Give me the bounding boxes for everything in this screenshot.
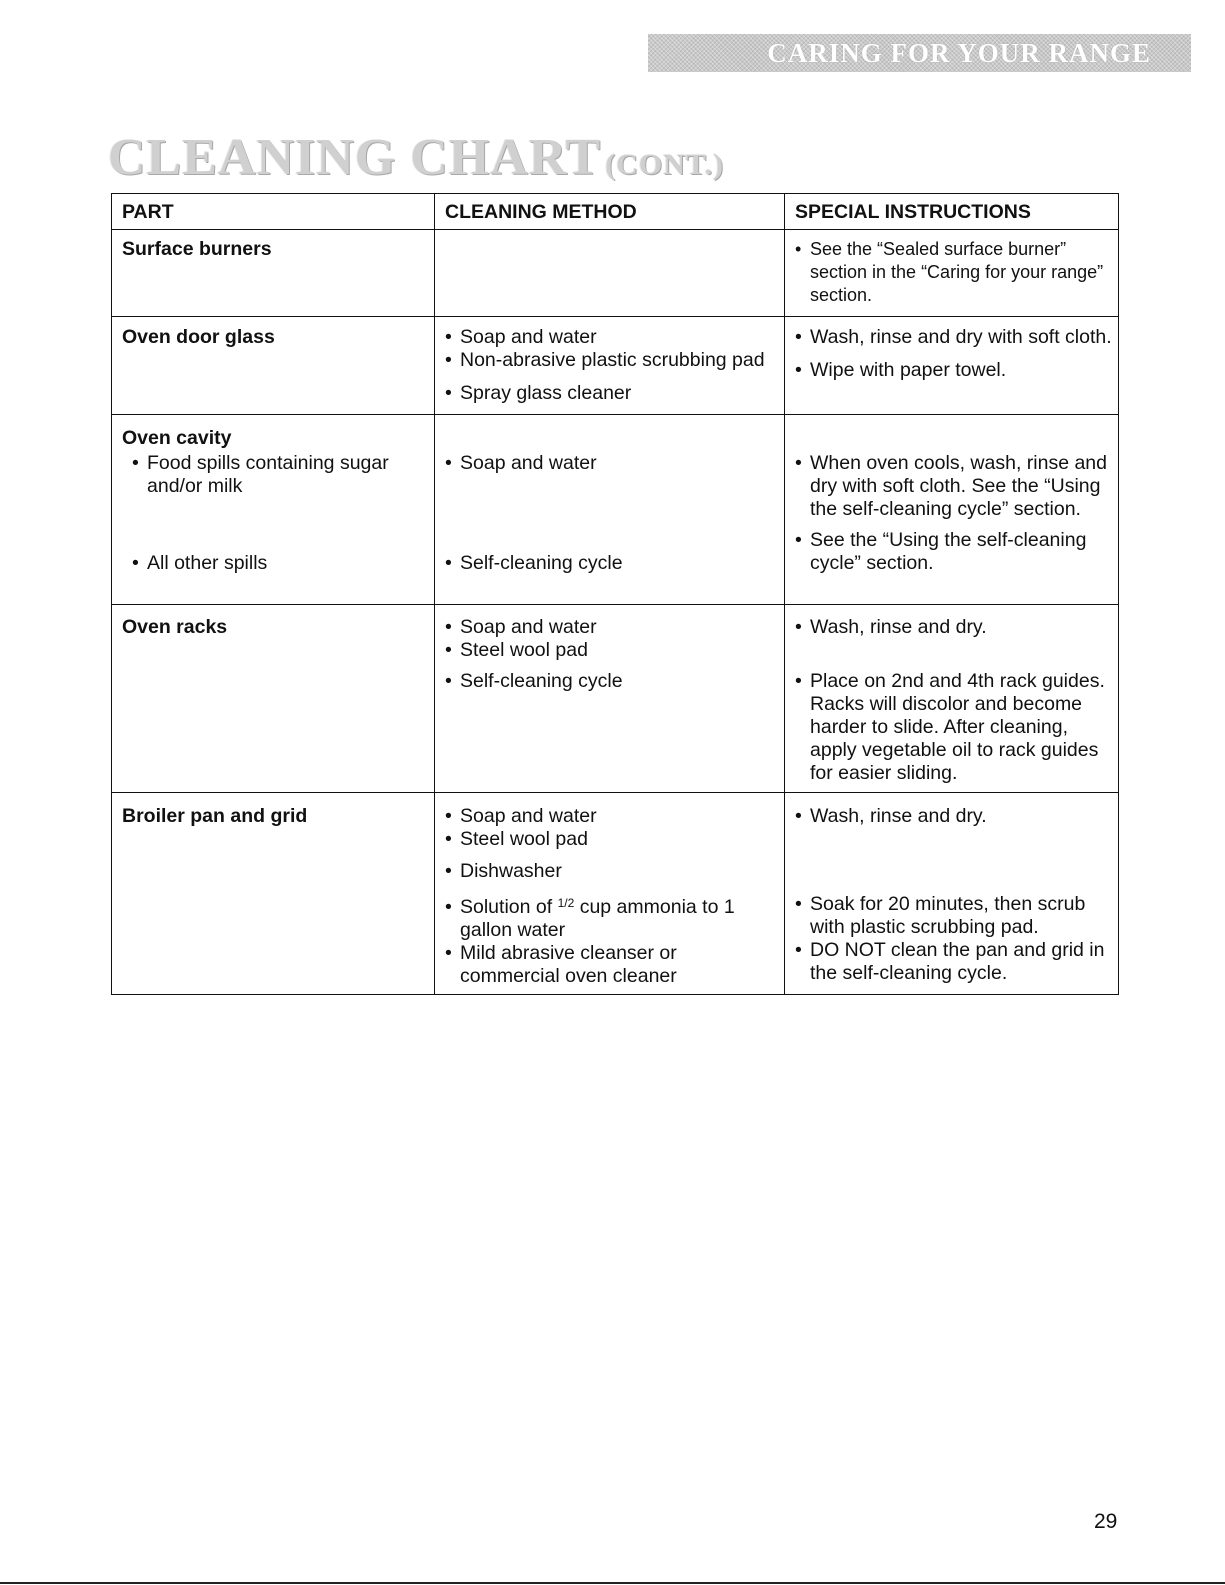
instruction-item: • Wash, rinse and dry. [795, 805, 987, 827]
bullet-icon: • [445, 616, 452, 638]
method-cell [435, 415, 785, 605]
bullet-icon: • [445, 382, 452, 404]
part-cell [112, 415, 435, 605]
page-title-suffix: (CONT.) [605, 148, 725, 181]
instruction-item: • DO NOT clean the pan and grid in the self-cleaning cycle. [795, 939, 1105, 984]
bullet-icon: • [445, 828, 452, 850]
method-item: • Soap and water [445, 616, 597, 638]
bullet-icon: • [445, 670, 452, 692]
instructions-cell [785, 793, 1119, 995]
column-header-part: PART [112, 194, 435, 230]
method-item: • Soap and water [445, 452, 597, 474]
bullet-icon: • [445, 942, 452, 964]
part-cell [112, 317, 435, 415]
method-item: • Non-abrasive plastic scrubbing pad [445, 349, 765, 371]
table-row [112, 230, 1119, 317]
method-item: • Self-cleaning cycle [445, 670, 623, 692]
section-banner-text: CARING FOR YOUR RANGE [767, 37, 1151, 68]
bullet-icon: • [445, 896, 452, 918]
sub-part-item: • All other spills [132, 552, 268, 574]
page-title [108, 128, 724, 187]
method-item: • Steel wool pad [445, 828, 588, 850]
part-cell [112, 605, 435, 793]
instruction-item: • See the “Using the self-cleaning cycle” section. [795, 529, 1087, 574]
bullet-icon: • [795, 893, 802, 915]
table-row [112, 793, 1119, 995]
instruction-item: • When oven cools, wash, rinse and dry with soft cloth. See the “Using the self-cleaning cycle” section. [795, 452, 1107, 520]
table-row [112, 317, 1119, 415]
instruction-item: • Wash, rinse and dry with soft cloth. [795, 326, 1112, 348]
page-title-main: CLEANING CHART [108, 129, 602, 186]
bullet-icon: • [795, 805, 802, 827]
bullet-icon: • [132, 552, 139, 574]
method-item: • Spray glass cleaner [445, 382, 632, 404]
bullet-icon: • [445, 805, 452, 827]
part-cell [112, 793, 435, 995]
method-item: • Solution of $^{1/2}$ cup ammonia to 1 gallon water [445, 896, 735, 941]
bullet-icon: • [795, 359, 802, 381]
method-cell [435, 230, 785, 317]
bullet-icon: • [795, 326, 802, 348]
instruction-item: • Place on 2nd and 4th rack guides. Racks will discolor and become harder to slide. After cleaning, apply vegetable oil to rack guides for easier sliding. [795, 670, 1105, 784]
part-name: Oven racks [122, 616, 228, 638]
fraction-one-half: 1/2 [557, 896, 575, 910]
part-cell [112, 230, 435, 317]
bullet-icon: • [445, 349, 452, 371]
method-cell [435, 793, 785, 995]
instruction-item: • Wash, rinse and dry. [795, 616, 987, 638]
bullet-icon: • [795, 529, 802, 551]
part-name: Oven door glass [122, 326, 275, 348]
part-name: Surface burners [122, 238, 272, 260]
table-row [112, 605, 1119, 793]
table-row [112, 415, 1119, 605]
page-number: 29 [1094, 1510, 1118, 1533]
table-header-row [112, 194, 1119, 230]
column-header-cleaning-method: CLEANING METHOD [435, 194, 785, 230]
bullet-icon: • [445, 552, 452, 574]
part-name: Broiler pan and grid [122, 805, 308, 827]
method-item: • Soap and water [445, 805, 597, 827]
bullet-icon: • [445, 452, 452, 474]
bullet-icon: • [445, 326, 452, 348]
part-name: Oven cavity [122, 427, 232, 449]
method-item: • Soap and water [445, 326, 597, 348]
sub-part-item: • Food spills containing sugar and/or milk [132, 452, 389, 497]
instruction-item: • Soak for 20 minutes, then scrub with plastic scrubbing pad. [795, 893, 1086, 938]
instructions-cell [785, 317, 1119, 415]
instruction-item: • See the “Sealed surface burner” section in the “Caring for your range” section. [795, 239, 1104, 305]
section-banner [648, 34, 1191, 72]
method-item: • Steel wool pad [445, 639, 588, 661]
bullet-icon: • [795, 616, 802, 638]
bullet-icon: • [445, 639, 452, 661]
method-item: • Dishwasher [445, 860, 562, 882]
method-item: • Mild abrasive cleanser or commercial oven cleaner [445, 942, 677, 987]
bullet-icon: • [132, 452, 139, 474]
bullet-icon: • [795, 239, 802, 259]
column-header-special-instructions: SPECIAL INSTRUCTIONS [785, 194, 1119, 230]
bullet-icon: • [445, 860, 452, 882]
bullet-icon: • [795, 670, 802, 692]
method-cell [435, 605, 785, 793]
instructions-cell [785, 415, 1119, 605]
bullet-icon: • [795, 452, 802, 474]
cleaning-chart-table [111, 193, 1119, 995]
instructions-cell [785, 605, 1119, 793]
method-cell [435, 317, 785, 415]
bottom-rule [0, 1582, 1225, 1584]
bullet-icon: • [795, 939, 802, 961]
method-item: • Self-cleaning cycle [445, 552, 623, 574]
instructions-cell [785, 230, 1119, 317]
instruction-item: • Wipe with paper towel. [795, 359, 1007, 381]
